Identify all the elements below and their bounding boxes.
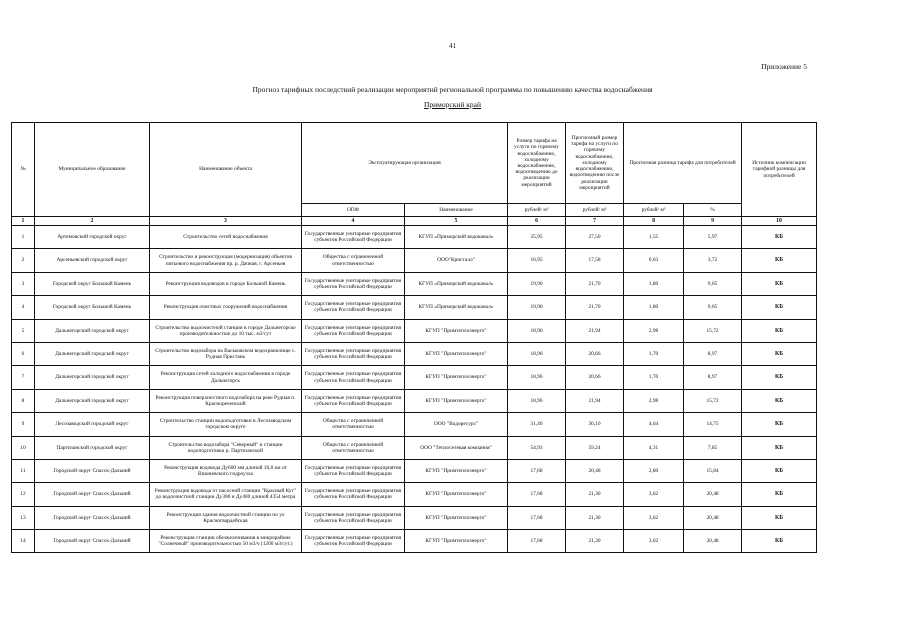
- column-number: 4: [302, 217, 405, 226]
- tariff-forecast-cell: 20,66: [566, 366, 624, 389]
- tariff-forecast-cell: 17,58: [566, 249, 624, 272]
- tariff-diff-pct-cell: 20,48: [684, 483, 742, 506]
- municipality-cell: Городской округ Спасск-Дальний: [35, 459, 150, 482]
- tariff-diff-cell: 1,55: [624, 226, 684, 249]
- opf-cell: Государственные унитарные предприятия субъектов Российской Федерации: [302, 483, 405, 506]
- tariff-diff-pct-cell: 7,85: [684, 436, 742, 459]
- tariff-forecast-cell: 21,70: [566, 272, 624, 295]
- table-row: [12, 413, 817, 436]
- tariff-table: [11, 122, 817, 553]
- table-row: [12, 530, 817, 553]
- tariff-diff-pct-cell: 9,05: [684, 296, 742, 319]
- header-unit-current: рублей/ м³: [508, 204, 566, 217]
- tariff-current-cell: 18,96: [508, 366, 566, 389]
- tariff-diff-pct-cell: 15,72: [684, 319, 742, 342]
- tariff-forecast-cell: 20,48: [566, 459, 624, 482]
- tariff-forecast-cell: 21,30: [566, 530, 624, 553]
- municipality-cell: Дальнегорский городской округ: [35, 366, 150, 389]
- tariff-diff-cell: 4,64: [624, 413, 684, 436]
- municipality-cell: Городской округ Спасск-Дальний: [35, 483, 150, 506]
- org-name-cell: ООО"Кристалл": [405, 249, 508, 272]
- org-name-cell: КГУП "Примтеплоэнерго": [405, 506, 508, 529]
- tariff-forecast-cell: 59,24: [566, 436, 624, 459]
- tariff-current-cell: 25,95: [508, 226, 566, 249]
- header-operator: Эксплуатирующая организация: [302, 123, 508, 204]
- object-cell: Реконструкция поверхностного водозабора на реке Рудная п. Краснореченский: [150, 389, 302, 412]
- table-row: [12, 296, 817, 319]
- object-cell: Реконструкция водоводов в городе Большой Камень: [150, 272, 302, 295]
- municipality-cell: Лесозаводский городской округ: [35, 413, 150, 436]
- column-number: 3: [150, 217, 302, 226]
- opf-cell: Государственные унитарные предприятия субъектов Российской Федерации: [302, 296, 405, 319]
- municipality-cell: Городской округ Большой Камень: [35, 296, 150, 319]
- org-name-cell: КГУП "Примтеплоэнерго": [405, 530, 508, 553]
- tariff-current-cell: 16,95: [508, 249, 566, 272]
- header-municipality: Муниципальное образование: [35, 123, 150, 217]
- table-row: [12, 342, 817, 365]
- tariff-diff-pct-cell: 5,97: [684, 226, 742, 249]
- object-cell: Строительство сетей водоснабжения: [150, 226, 302, 249]
- org-name-cell: КГУП «Приморский водоканал»: [405, 296, 508, 319]
- row-number: 3: [12, 272, 35, 295]
- municipality-cell: Дальнегорский городской округ: [35, 319, 150, 342]
- table-row: [12, 272, 817, 295]
- compensation-cell: КБ: [742, 366, 817, 389]
- municipality-cell: Арсеньевский городской округ: [35, 249, 150, 272]
- header-unit-diff: рублей/ м³: [624, 204, 684, 217]
- org-name-cell: ООО "Теплосетевая компания": [405, 436, 508, 459]
- header-tariff-forecast: Прогнозный размер тарифа на услуги по горячему водоснабжению, холодному водоснабжению, водоотведению после реализации мероприятий: [566, 123, 624, 204]
- header-object: Наименование объекта: [150, 123, 302, 217]
- header-unit-pct: %: [684, 204, 742, 217]
- tariff-forecast-cell: 21,94: [566, 389, 624, 412]
- opf-cell: Государственные унитарные предприятия субъектов Российской Федерации: [302, 319, 405, 342]
- compensation-cell: КБ: [742, 459, 817, 482]
- row-number: 7: [12, 366, 35, 389]
- object-cell: Реконструкция водовода от насосной станции "Красный Кут" до водоочистной станции Ду300 и Ду400 длиной 4354 метра: [150, 483, 302, 506]
- tariff-diff-cell: 0,63: [624, 249, 684, 272]
- opf-cell: Государственные унитарные предприятия субъектов Российской Федерации: [302, 272, 405, 295]
- header-org-name: Наименование: [405, 204, 508, 217]
- compensation-cell: КБ: [742, 389, 817, 412]
- opf-cell: Государственные унитарные предприятия субъектов Российской Федерации: [302, 459, 405, 482]
- tariff-diff-cell: 3,62: [624, 506, 684, 529]
- appendix-label: Приложение 5: [761, 62, 807, 71]
- tariff-current-cell: 17,68: [508, 459, 566, 482]
- compensation-cell: КБ: [742, 530, 817, 553]
- header-tariff-current: Размер тарифа на услуги по горячему водоснабжению, холодному водоснабжению, водоотведению до реализации мероприятий: [508, 123, 566, 204]
- row-number: 13: [12, 506, 35, 529]
- org-name-cell: КГУП "Примтеплоэнерго": [405, 459, 508, 482]
- tariff-diff-pct-cell: 3,72: [684, 249, 742, 272]
- compensation-cell: КБ: [742, 506, 817, 529]
- opf-cell: Государственные унитарные предприятия субъектов Российской Федерации: [302, 366, 405, 389]
- header-compensation: Источник компенсации тарифной разницы для потребителей: [742, 123, 817, 217]
- tariff-diff-cell: 3,62: [624, 483, 684, 506]
- column-number: 9: [684, 217, 742, 226]
- row-number: 10: [12, 436, 35, 459]
- municipality-cell: Дальнегорский городской округ: [35, 389, 150, 412]
- tariff-current-cell: 18,96: [508, 319, 566, 342]
- compensation-cell: КБ: [742, 226, 817, 249]
- tariff-forecast-cell: 20,66: [566, 342, 624, 365]
- tariff-diff-pct-cell: 15,84: [684, 459, 742, 482]
- opf-cell: Общества с ограниченной ответственностью: [302, 249, 405, 272]
- table-row: [12, 249, 817, 272]
- org-name-cell: ООО "Водоресурс": [405, 413, 508, 436]
- org-name-cell: КГУП «Приморский водоканал»: [405, 226, 508, 249]
- municipality-cell: Городской округ Спасск-Дальний: [35, 530, 150, 553]
- object-cell: Строительство водозабора "Северный" и станции водоподготовки р. Партизанской: [150, 436, 302, 459]
- header-unit-forecast: рублей/ м³: [566, 204, 624, 217]
- tariff-current-cell: 17,68: [508, 483, 566, 506]
- opf-cell: Государственные унитарные предприятия субъектов Российской Федерации: [302, 530, 405, 553]
- tariff-forecast-cell: 27,50: [566, 226, 624, 249]
- column-number: 10: [742, 217, 817, 226]
- column-number: 6: [508, 217, 566, 226]
- table-row: [12, 483, 817, 506]
- tariff-forecast-cell: 21,94: [566, 319, 624, 342]
- object-cell: Реконструкция сетей холодного водоснабжения в городе Дальнегорск: [150, 366, 302, 389]
- compensation-cell: КБ: [742, 319, 817, 342]
- column-number: 2: [35, 217, 150, 226]
- table-row: [12, 389, 817, 412]
- document-title: Прогноз тарифных последствий реализации мероприятий региональной программы по повышению качества водоснабжения: [252, 85, 653, 94]
- tariff-forecast-cell: 21,70: [566, 296, 624, 319]
- municipality-cell: Городской округ Спасск-Дальний: [35, 506, 150, 529]
- municipality-cell: Городской округ Большой Камень: [35, 272, 150, 295]
- opf-cell: Общества с ограниченной ответственностью: [302, 413, 405, 436]
- tariff-current-cell: 18,96: [508, 342, 566, 365]
- row-number: 4: [12, 296, 35, 319]
- row-number: 9: [12, 413, 35, 436]
- tariff-forecast-cell: 21,30: [566, 506, 624, 529]
- tariff-diff-cell: 2,98: [624, 319, 684, 342]
- tariff-current-cell: 19,90: [508, 272, 566, 295]
- tariff-diff-cell: 4,31: [624, 436, 684, 459]
- tariff-forecast-cell: 21,30: [566, 483, 624, 506]
- municipality-cell: Партизанский городской округ: [35, 436, 150, 459]
- tariff-diff-cell: 1,70: [624, 342, 684, 365]
- column-number: 8: [624, 217, 684, 226]
- tariff-diff-cell: 1,80: [624, 272, 684, 295]
- header-opf: ОПФ: [302, 204, 405, 217]
- object-cell: Строительство водозабора на Васьковском водохранилище с. Рудная Пристань: [150, 342, 302, 365]
- municipality-cell: Дальнегорский городской округ: [35, 342, 150, 365]
- tariff-diff-pct-cell: 15,72: [684, 389, 742, 412]
- tariff-forecast-cell: 36,10: [566, 413, 624, 436]
- tariff-diff-cell: 2,98: [624, 389, 684, 412]
- table-row: [12, 319, 817, 342]
- compensation-cell: КБ: [742, 296, 817, 319]
- compensation-cell: КБ: [742, 413, 817, 436]
- compensation-cell: КБ: [742, 342, 817, 365]
- tariff-current-cell: 17,68: [508, 506, 566, 529]
- row-number: 5: [12, 319, 35, 342]
- org-name-cell: КГУП "Примтеплоэнерго": [405, 319, 508, 342]
- tariff-diff-pct-cell: 8,97: [684, 342, 742, 365]
- compensation-cell: КБ: [742, 249, 817, 272]
- tariff-diff-pct-cell: 9,05: [684, 272, 742, 295]
- org-name-cell: КГУП "Примтеплоэнерго": [405, 342, 508, 365]
- opf-cell: Общества с ограниченной ответственностью: [302, 436, 405, 459]
- tariff-diff-pct-cell: 14,75: [684, 413, 742, 436]
- org-name-cell: КГУП «Приморский водоканал»: [405, 272, 508, 295]
- row-number: 12: [12, 483, 35, 506]
- page-number: 41: [449, 42, 456, 50]
- table-row: [12, 506, 817, 529]
- opf-cell: Государственные унитарные предприятия субъектов Российской Федерации: [302, 389, 405, 412]
- object-cell: Строительство водоочистной станции в городе Дальнегорске производительностью до 10 тыс. м3/сут: [150, 319, 302, 342]
- object-cell: Строительство и реконструкция (модернизация) объектов питьевого водоснабжения пр. р. Дачная, г. Арсеньев: [150, 249, 302, 272]
- compensation-cell: КБ: [742, 272, 817, 295]
- tariff-diff-cell: 3,62: [624, 530, 684, 553]
- header-tariff-diff: Прогнозная разница тарифа для потребителей: [624, 123, 742, 204]
- opf-cell: Государственные унитарные предприятия субъектов Российской Федерации: [302, 342, 405, 365]
- header-no: №: [12, 123, 35, 217]
- row-number: 2: [12, 249, 35, 272]
- object-cell: Реконструкция здания водоочистной станции по ул Красногвардейская: [150, 506, 302, 529]
- tariff-diff-cell: 1,80: [624, 296, 684, 319]
- table-row: [12, 436, 817, 459]
- tariff-diff-pct-cell: 20,48: [684, 530, 742, 553]
- column-number: 1: [12, 217, 35, 226]
- tariff-current-cell: 17,68: [508, 530, 566, 553]
- table-row: [12, 459, 817, 482]
- object-cell: Реконструкция водовода Ду600 мм длиной 16,8 км от Вишневского гидроузла: [150, 459, 302, 482]
- compensation-cell: КБ: [742, 483, 817, 506]
- column-number: 5: [405, 217, 508, 226]
- tariff-current-cell: 18,96: [508, 389, 566, 412]
- org-name-cell: КГУП "Примтеплоэнерго": [405, 366, 508, 389]
- opf-cell: Государственные унитарные предприятия субъектов Российской Федерации: [302, 226, 405, 249]
- object-cell: Строительство станции водоподготовки в Лесозаводском городском округе: [150, 413, 302, 436]
- tariff-diff-pct-cell: 8,97: [684, 366, 742, 389]
- tariff-current-cell: 54,93: [508, 436, 566, 459]
- row-number: 1: [12, 226, 35, 249]
- region-title: Приморский край: [423, 100, 482, 109]
- column-number: 7: [566, 217, 624, 226]
- opf-cell: Государственные унитарные предприятия субъектов Российской Федерации: [302, 506, 405, 529]
- object-cell: Реконструкция очистных сооружений водоснабжения: [150, 296, 302, 319]
- compensation-cell: КБ: [742, 436, 817, 459]
- object-cell: Реконструкция станции обезжелезивания в микрорайоне "Солнечный" производительностью 50 м3/ч (1200 м3/сут.): [150, 530, 302, 553]
- tariff-diff-cell: 2,80: [624, 459, 684, 482]
- row-number: 11: [12, 459, 35, 482]
- table-row: [12, 226, 817, 249]
- tariff-current-cell: 31,46: [508, 413, 566, 436]
- row-number: 8: [12, 389, 35, 412]
- municipality-cell: Артемовский городской округ: [35, 226, 150, 249]
- tariff-current-cell: 19,90: [508, 296, 566, 319]
- org-name-cell: КГУП "Примтеплоэнерго": [405, 389, 508, 412]
- row-number: 6: [12, 342, 35, 365]
- table-row: [12, 366, 817, 389]
- row-number: 14: [12, 530, 35, 553]
- tariff-diff-cell: 1,70: [624, 366, 684, 389]
- tariff-diff-pct-cell: 20,48: [684, 506, 742, 529]
- org-name-cell: КГУП "Примтеплоэнерго": [405, 483, 508, 506]
